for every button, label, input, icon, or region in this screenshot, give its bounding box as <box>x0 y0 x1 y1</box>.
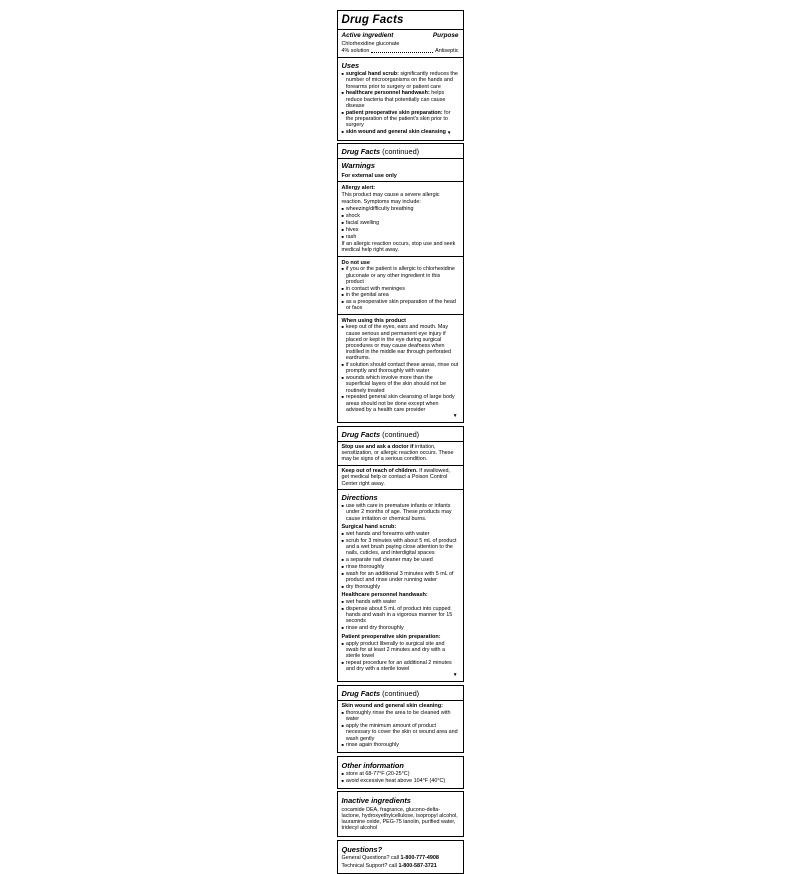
bullet-square-icon: ■ <box>341 570 344 576</box>
active-ingredient-heading: Active ingredient <box>341 32 394 39</box>
bullet-item <box>342 71 459 90</box>
bullet-item <box>342 778 459 784</box>
bullet-list <box>342 206 459 239</box>
bullet-square-icon: ■ <box>341 233 344 239</box>
text-run: irritation, sensitization, or allergic reaction occurs. These may be signs of a serious condition. <box>341 443 454 462</box>
bullet-square-icon: ■ <box>341 90 344 96</box>
bullet-item <box>342 503 459 522</box>
text-run: dry thoroughly <box>345 583 381 590</box>
section-heading: Inactive ingredients <box>341 796 411 806</box>
body-paragraph <box>342 468 459 487</box>
bullet-square-icon: ■ <box>341 742 344 748</box>
text-run: apply the minimum amount of product necessary to cover the skin or wound area and wash gently <box>345 723 458 742</box>
text-run: use with care in premature infants or infants under 2 months of age. These products may cause irritation or chemical burns. <box>345 503 452 522</box>
bullet-item <box>342 571 459 583</box>
bullet-text <box>346 110 459 129</box>
sub-heading: When using this product <box>341 317 406 324</box>
bullet-square-icon: ■ <box>341 292 344 298</box>
bullet-square-icon: ■ <box>341 723 344 729</box>
heading-bold-text: Drug Facts <box>341 429 381 439</box>
bullet-list <box>342 503 459 522</box>
bullet-item <box>342 110 459 129</box>
text-run: for the preparation of the patient's skin prior to surgery <box>345 109 451 128</box>
bullet-list <box>342 710 459 748</box>
text-run: in the genital area <box>345 292 389 299</box>
bullet-square-icon: ■ <box>341 777 344 783</box>
bullet-item <box>342 90 459 109</box>
heading-regular-text: (continued) <box>380 147 420 157</box>
bullet-square-icon: ■ <box>341 375 344 381</box>
bullet-square-icon: ■ <box>341 563 344 569</box>
text-run: Technical Support? call <box>341 862 399 869</box>
bullet-square-icon: ■ <box>341 537 344 543</box>
text-run: repeated general skin cleansing of large body areas should not be done except when advised by a health care provider <box>345 394 455 413</box>
section-divider <box>338 256 463 257</box>
bullet-square-icon: ■ <box>341 299 344 305</box>
bullet-square-icon: ■ <box>341 394 344 400</box>
text-run: in contact with meninges <box>345 285 405 292</box>
bullet-text <box>346 778 459 784</box>
body-paragraph <box>342 41 459 47</box>
panel-drug-facts <box>337 10 464 141</box>
text-run: significantly reduces the number of microorganisms on the hands and forearms prior to surgery or patient care <box>345 71 458 90</box>
bullet-item <box>342 584 459 590</box>
bold-text-run: patient preoperative skin preparation: <box>345 109 443 116</box>
text-run: as a preoperative skin preparation of the head or face <box>345 299 456 312</box>
text-run: If swallowed, get medical help or contact a Poison Control Center right away. <box>341 468 450 487</box>
bullet-text <box>346 660 459 672</box>
body-paragraph <box>342 444 459 463</box>
heading-regular-text: (continued) <box>380 429 420 439</box>
section-heading: Warnings <box>341 161 376 171</box>
sub-heading: Surgical hand scrub: <box>341 524 397 531</box>
text-run: if you or the patient is allergic to chlorhexidine gluconate or any other ingredient in this product <box>345 266 455 285</box>
bullet-item <box>342 299 459 311</box>
text-run: wet hands and forearms with water <box>345 531 430 538</box>
bullet-item <box>342 723 459 742</box>
text-run: if solution should contact these areas, rinse out promptly and thoroughly with water <box>345 362 459 375</box>
ingredient-strength: 4% solution <box>341 48 370 55</box>
bullet-square-icon: ■ <box>341 606 344 612</box>
drug-facts-label <box>337 0 464 874</box>
panel-continued-directions <box>337 426 464 683</box>
bullet-item <box>342 324 459 361</box>
body-paragraph <box>342 855 459 861</box>
bullet-text <box>346 362 459 374</box>
bullet-item <box>342 292 459 298</box>
bullet-text <box>346 394 459 413</box>
bold-text-run: Stop use and ask a doctor if <box>341 443 414 450</box>
text-run: hives <box>345 226 359 233</box>
bold-text-run: surgical hand scrub: <box>345 71 399 78</box>
ingredient-purpose-header <box>342 32 459 39</box>
text-run: wheezing/difficulty breathing <box>345 206 414 213</box>
text-run: shock <box>345 213 360 220</box>
bullet-text <box>346 234 459 240</box>
bullet-text <box>346 771 459 777</box>
bullet-item <box>342 625 459 631</box>
panel-other-information <box>337 756 464 789</box>
bullet-square-icon: ■ <box>341 219 344 225</box>
bullet-square-icon: ■ <box>341 640 344 646</box>
bullet-text <box>346 503 459 522</box>
bullet-square-icon: ■ <box>341 324 344 330</box>
bullet-text <box>346 641 459 660</box>
text-run: facial swelling <box>345 219 380 226</box>
text-run: dispense about 5 mL of product into cupped hands and wash in a vigorous manner for 15 seconds <box>345 606 453 625</box>
bullet-text <box>346 299 459 311</box>
sub-heading: Skin wound and general skin cleaning: <box>341 703 443 710</box>
section-heading: Uses <box>341 60 360 70</box>
bullet-square-icon: ■ <box>341 71 344 77</box>
bullet-square-icon: ■ <box>341 213 344 219</box>
text-run: wet hands with water <box>345 599 397 606</box>
bullet-list <box>342 771 459 784</box>
bullet-item <box>342 286 459 292</box>
section-heading: Directions <box>341 492 378 502</box>
panel-continued-skin-wound <box>337 685 464 753</box>
text-run: rinse again thoroughly <box>345 742 399 749</box>
bullet-square-icon: ■ <box>341 285 344 291</box>
bullet-text <box>346 220 459 226</box>
bullet-item <box>342 771 459 777</box>
bold-text-run: 1-800-587-3721 <box>398 862 437 869</box>
drug-facts-continued-heading <box>338 688 463 701</box>
panel-questions <box>337 840 464 874</box>
bullet-item <box>342 742 459 748</box>
section-heading: Other information <box>341 760 404 770</box>
bullet-text <box>346 324 459 361</box>
sub-heading: For external use only <box>341 172 397 179</box>
text-run: wash for an additional 3 minutes with 5 mL of product and rinse under running water <box>345 570 454 583</box>
section-heading: Questions? <box>341 844 383 854</box>
text-run: rash <box>345 233 357 240</box>
bullet-square-icon: ■ <box>341 362 344 368</box>
panel-continued-warnings <box>337 143 464 423</box>
bold-text-run: healthcare personnel handwash: <box>345 90 430 97</box>
panel-inactive-ingredients <box>337 791 464 837</box>
text-run: cocamide DEA, fragrance, glucono-delta-lactone, hydroxyethylcellulose, isopropyl alcohol, lauramine oxide, PEG-75 lanolin, purified water, tridecyl alcohol <box>341 806 458 832</box>
bullet-text <box>346 129 459 136</box>
text-run: This product may cause a severe allergic reaction. Symptoms may include: <box>341 192 440 205</box>
bullet-text <box>346 710 459 722</box>
bullet-square-icon: ■ <box>341 659 344 665</box>
bullet-item <box>342 538 459 557</box>
section-divider <box>338 57 463 58</box>
more-content-arrow-icon: ▼ <box>452 673 458 679</box>
bold-text-run: Keep out of reach of children. <box>341 468 418 475</box>
purpose-value: Antiseptic <box>435 48 459 55</box>
bullet-text <box>346 584 459 590</box>
bullet-text <box>346 286 459 292</box>
bullet-square-icon: ■ <box>341 206 344 212</box>
bullet-item <box>342 710 459 722</box>
text-run: helps reduce bacteria that potentially can cause disease <box>345 90 446 109</box>
body-paragraph <box>342 192 459 204</box>
bullet-square-icon: ■ <box>341 226 344 232</box>
text-run: avoid excessive heat above 104°F (40°C) <box>345 777 446 784</box>
bullet-list <box>342 324 459 413</box>
ingredient-row <box>342 48 459 54</box>
text-run: apply product liberally to surgical site and swab for at least 2 minutes and dry with a sterile towel <box>345 640 446 660</box>
bullet-text <box>346 227 459 233</box>
bullet-text <box>346 564 459 570</box>
bullet-item <box>342 362 459 374</box>
text-run: store at 68-77°F (20-25°C) <box>345 771 410 778</box>
bullet-item <box>342 227 459 233</box>
bullet-square-icon: ■ <box>341 531 344 537</box>
body-paragraph <box>342 807 459 832</box>
bullet-text <box>346 742 459 748</box>
sub-heading: Allergy alert: <box>341 184 376 191</box>
drug-facts-continued-heading <box>338 146 463 159</box>
text-run: thoroughly rinse the area to be cleaned with water <box>345 710 451 723</box>
section-divider <box>338 465 463 466</box>
bullet-list <box>342 266 459 311</box>
bullet-text <box>346 625 459 631</box>
bullet-text <box>346 375 459 394</box>
bullet-square-icon: ■ <box>341 109 344 115</box>
bullet-square-icon: ■ <box>341 583 344 589</box>
dotted-leader <box>371 52 433 53</box>
text-run: rinse thoroughly <box>345 563 385 570</box>
bullet-list <box>342 71 459 136</box>
text-run: scrub for 3 minutes with about 5 mL of product and a wet brush paying close attention to the nails, cuticles, and interdigital spaces <box>345 537 457 557</box>
bullet-text <box>346 292 459 298</box>
bold-text-run: skin wound and general skin cleansing <box>345 128 446 135</box>
bullet-square-icon: ■ <box>341 503 344 509</box>
text-run: repeat procedure for an additional 2 minutes and dry with a sterile towel <box>345 659 452 673</box>
heading-bold-text: Drug Facts <box>341 147 381 157</box>
bullet-square-icon: ■ <box>341 128 344 134</box>
bold-text-run: 1-800-777-4908 <box>400 855 439 862</box>
bullet-text <box>346 71 459 90</box>
bullet-list <box>342 599 459 631</box>
bullet-square-icon: ■ <box>341 625 344 631</box>
bullet-text <box>346 606 459 625</box>
more-content-arrow-icon: ▼ <box>452 414 458 420</box>
bullet-item <box>342 129 459 136</box>
bullet-item <box>342 564 459 570</box>
heading-bold-text: Drug Facts <box>341 688 381 698</box>
bullet-item <box>342 606 459 625</box>
bullet-item <box>342 394 459 413</box>
section-divider <box>338 181 463 182</box>
drug-facts-title: Drug Facts <box>338 13 463 30</box>
bullet-text <box>346 723 459 742</box>
text-run: rinse and dry thoroughly <box>345 625 404 632</box>
text-run: Chlorhexidine gluconate <box>341 40 400 47</box>
bullet-text <box>346 213 459 219</box>
sub-heading: Do not use <box>341 259 370 266</box>
bullet-item <box>342 531 459 537</box>
bullet-text <box>346 531 459 537</box>
bullet-list <box>342 531 459 590</box>
bullet-text <box>346 571 459 583</box>
section-divider <box>338 489 463 490</box>
bullet-text <box>346 266 459 285</box>
bullet-item <box>342 220 459 226</box>
purpose-heading: Purpose <box>432 32 459 39</box>
bullet-item <box>342 599 459 605</box>
bullet-square-icon: ■ <box>341 710 344 716</box>
bullet-square-icon: ■ <box>341 599 344 605</box>
sub-heading: Healthcare personnel handwash: <box>341 592 428 599</box>
bullet-item <box>342 234 459 240</box>
text-run: keep out of the eyes, ears and mouth. May cause serious and permanent eye injury if placed or kept in the eye during surgical procedures or may cause deafness when instilled in the middle ear through perforated eardrums. <box>345 324 452 362</box>
body-paragraph <box>342 241 459 253</box>
section-divider <box>338 314 463 315</box>
bullet-item <box>342 375 459 394</box>
sub-heading: Patient preoperative skin preparation: <box>341 633 441 640</box>
text-run: a separate nail cleaner may be used <box>345 557 433 564</box>
bullet-square-icon: ■ <box>341 266 344 272</box>
bullet-text <box>346 538 459 557</box>
bullet-item <box>342 660 459 672</box>
bullet-item <box>342 206 459 212</box>
bullet-square-icon: ■ <box>341 771 344 777</box>
drug-facts-continued-heading <box>338 429 463 442</box>
bullet-item <box>342 557 459 563</box>
bullet-item <box>342 266 459 285</box>
text-run: General Questions? call <box>341 855 401 862</box>
heading-regular-text: (continued) <box>380 688 420 698</box>
bullet-text <box>346 90 459 109</box>
more-content-arrow-icon: ▼ <box>446 129 452 135</box>
text-run: If an allergic reaction occurs, stop use and seek medical help right away. <box>341 241 456 254</box>
bullet-text <box>346 206 459 212</box>
text-run: wounds which involve more than the superficial layers of the skin should not be routinely treated <box>345 375 446 394</box>
body-paragraph <box>342 863 459 869</box>
bullet-square-icon: ■ <box>341 557 344 563</box>
bullet-text <box>346 599 459 605</box>
bullet-item <box>342 641 459 660</box>
bullet-item <box>342 213 459 219</box>
bullet-text <box>346 557 459 563</box>
bullet-list <box>342 641 459 673</box>
